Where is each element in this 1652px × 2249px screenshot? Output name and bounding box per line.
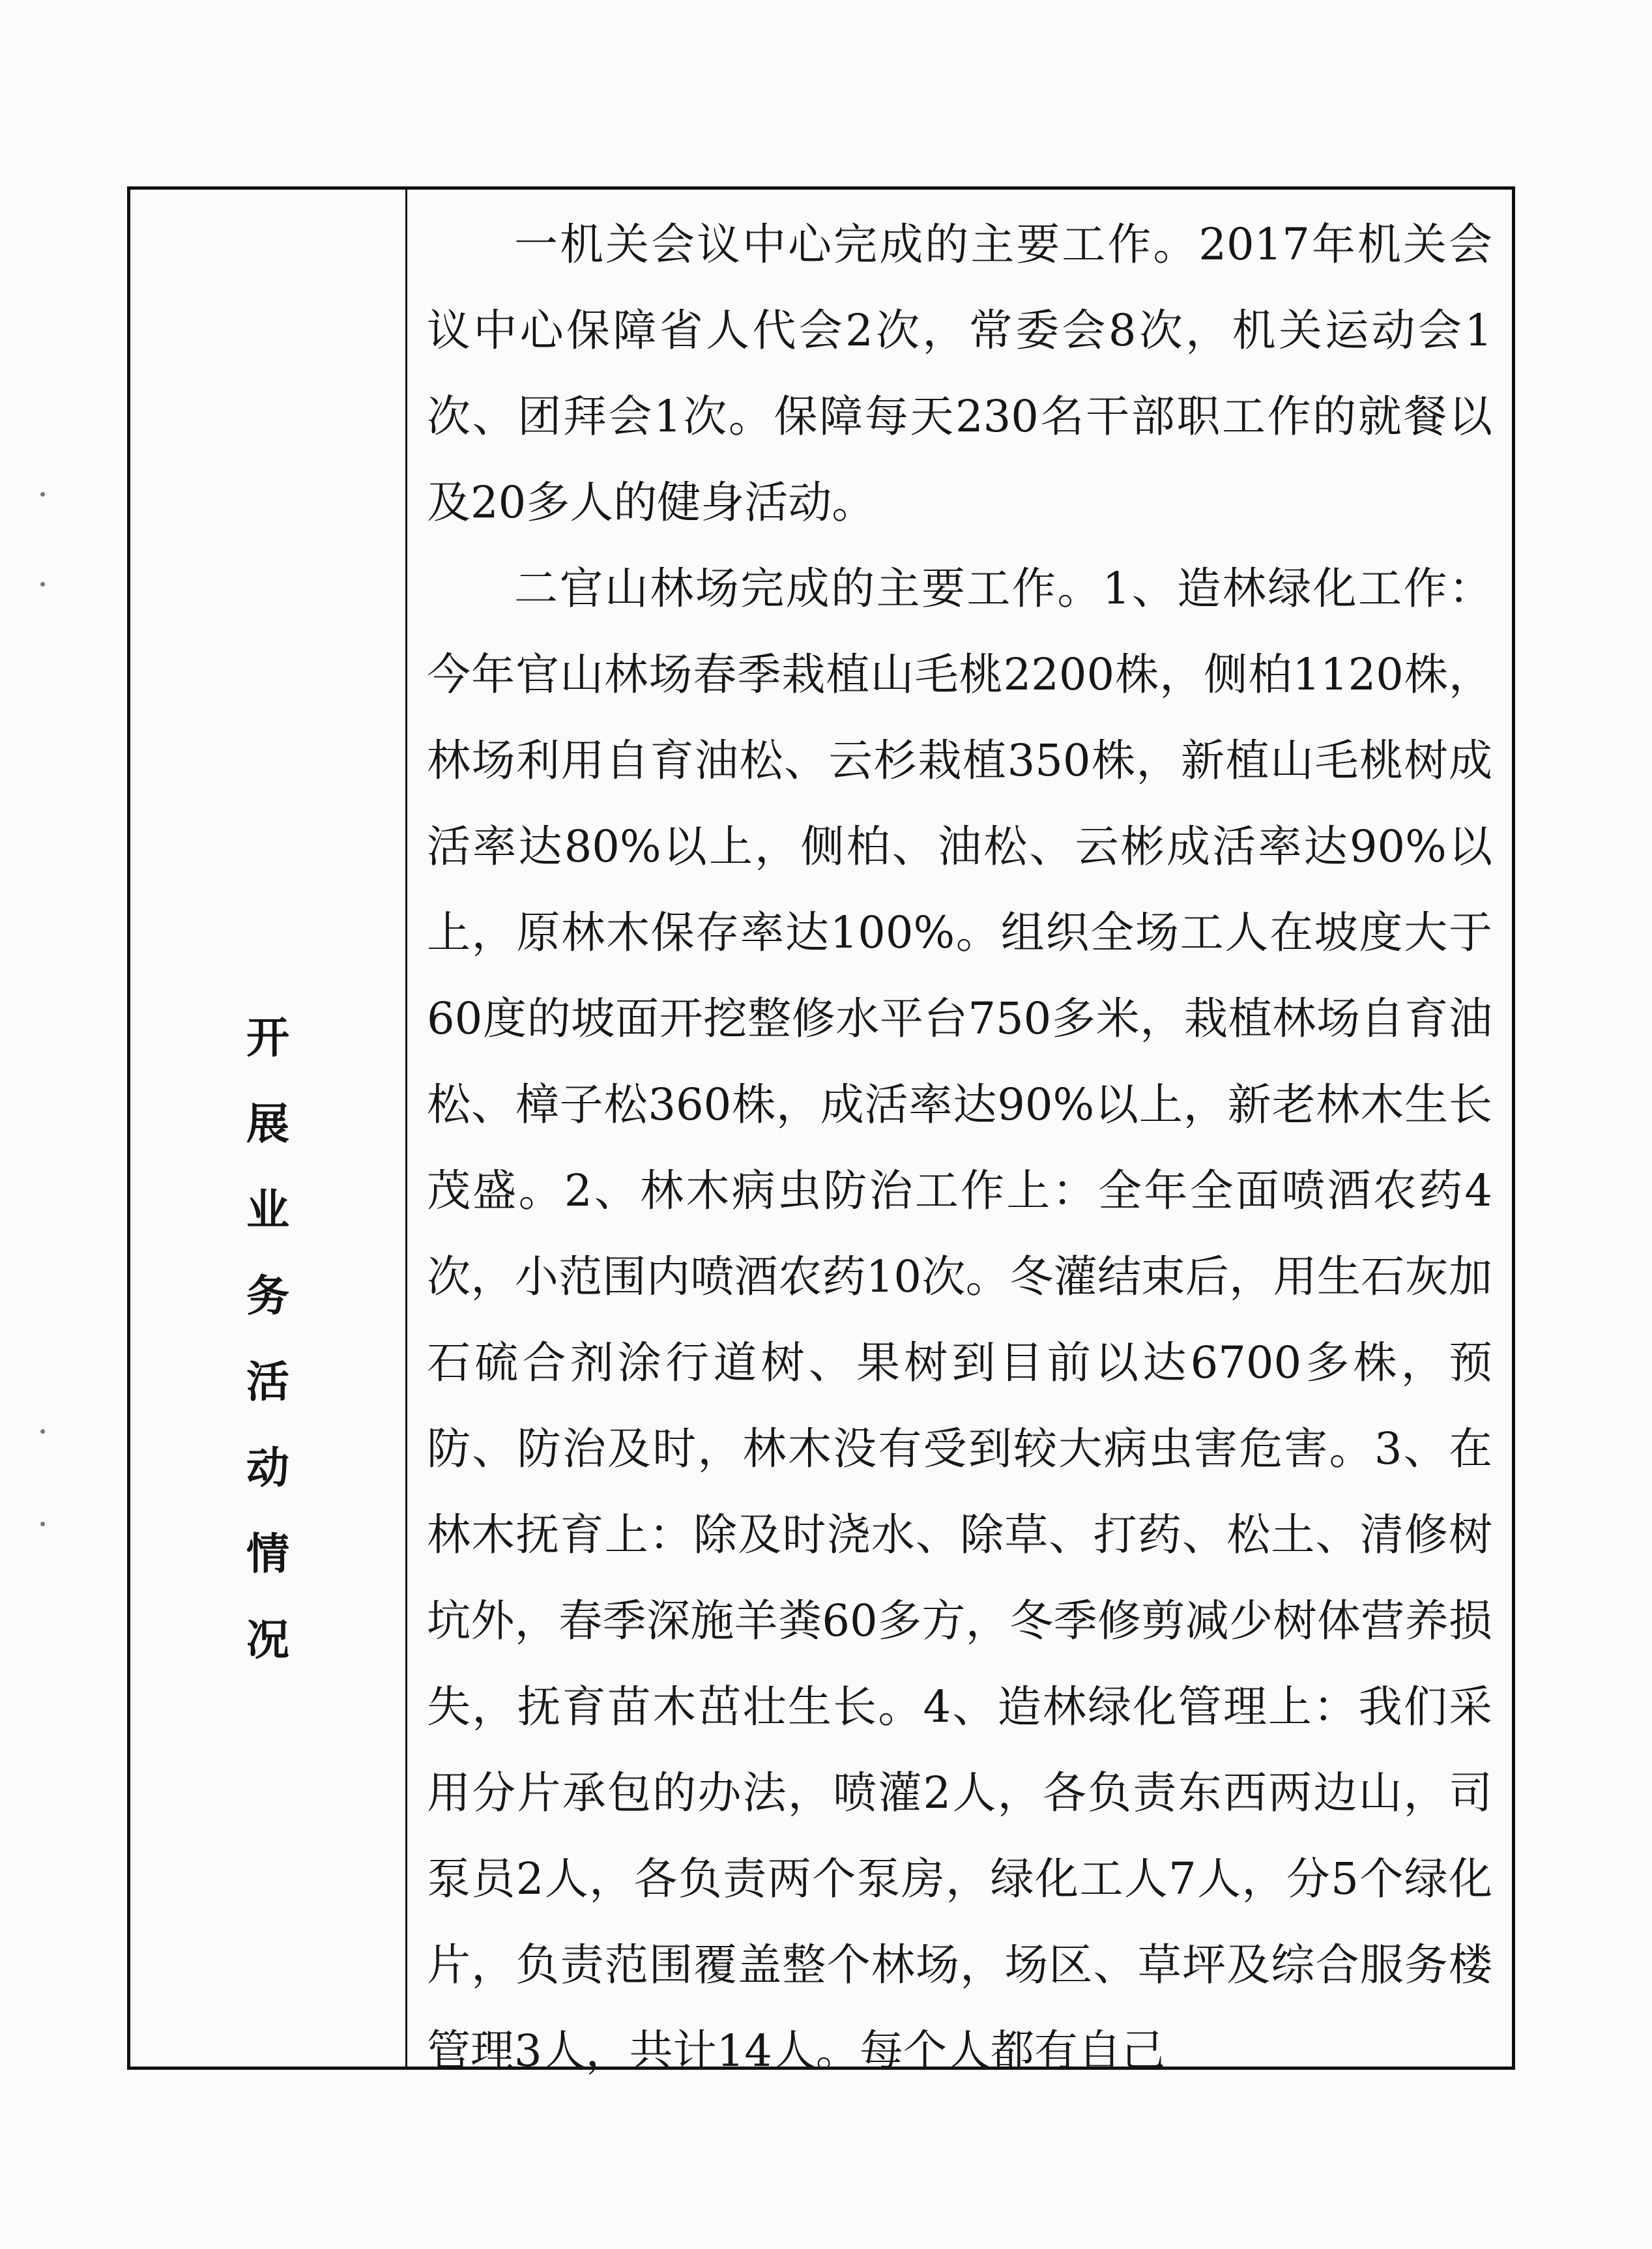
row-label <box>130 994 405 1683</box>
activity-table <box>127 186 1515 2076</box>
scan-speck <box>40 1522 45 1526</box>
paragraph-guanshan-forest-farm: 二官山林场完成的主要工作。1、造林绿化工作：今年官山林场春季栽植山毛桃2200株，侧柏1120株，林场利用自育油松、云杉栽植350株，新植山毛桃树成活率达80%以上，侧柏、油松、云彬成活率达90%以上，原林木保存率达100%。组织全场工人在坡度大于60度的坡面开挖整修水平台750多米，栽植林场自育油松、樟子松360株，成活率达90%以上，新老林木生长茂盛。2、林木病虫防治工作上：全年全面喷酒农药4次，小范围内喷酒农药10次。冬灌结束后，用生石灰加石硫合剂涂行道树、果树到目前以达6700多株，预防、防治及时，林木没有受到较大病虫害危害。3、在林木抚育上：除及时浇水、除草、打药、松土、清修树坑外，春季深施羊粪60多方，冬季修剪减少树体营养损失，抚育苗木茁壮生长。4、造林绿化管理上：我们采用分片承包的办法，喷灌2人，各负责东西两边山，司泵员2人，各负责两个泵房，绿化工人7人，分5个绿化片，负责范围覆盖整个林场，场区、草坪及综合服务楼管理3人，共计14人。每个人都有自己 <box>427 563 1492 2076</box>
paragraph-meeting-center: 一机关会议中心完成的主要工作。2017年机关会议中心保障省人代会2次，常委会8次，机关运动会1次、团拜会1次。保障每天230名干部职工作的就餐以及20多人的健身活动。 <box>427 219 1492 528</box>
scan-speck <box>40 492 45 497</box>
scan-speck <box>40 1429 45 1434</box>
content-cell <box>407 190 1512 2076</box>
label-cell <box>130 190 407 2067</box>
label-char: 业 <box>246 1184 289 1235</box>
label-char: 务 <box>246 1270 289 1321</box>
label-char: 况 <box>246 1614 289 1665</box>
scan-speck <box>40 582 45 587</box>
label-char: 动 <box>246 1442 289 1493</box>
label-char: 活 <box>246 1356 289 1407</box>
label-char: 情 <box>246 1528 289 1579</box>
label-char: 开 <box>246 1012 289 1063</box>
label-char: 展 <box>246 1098 289 1149</box>
